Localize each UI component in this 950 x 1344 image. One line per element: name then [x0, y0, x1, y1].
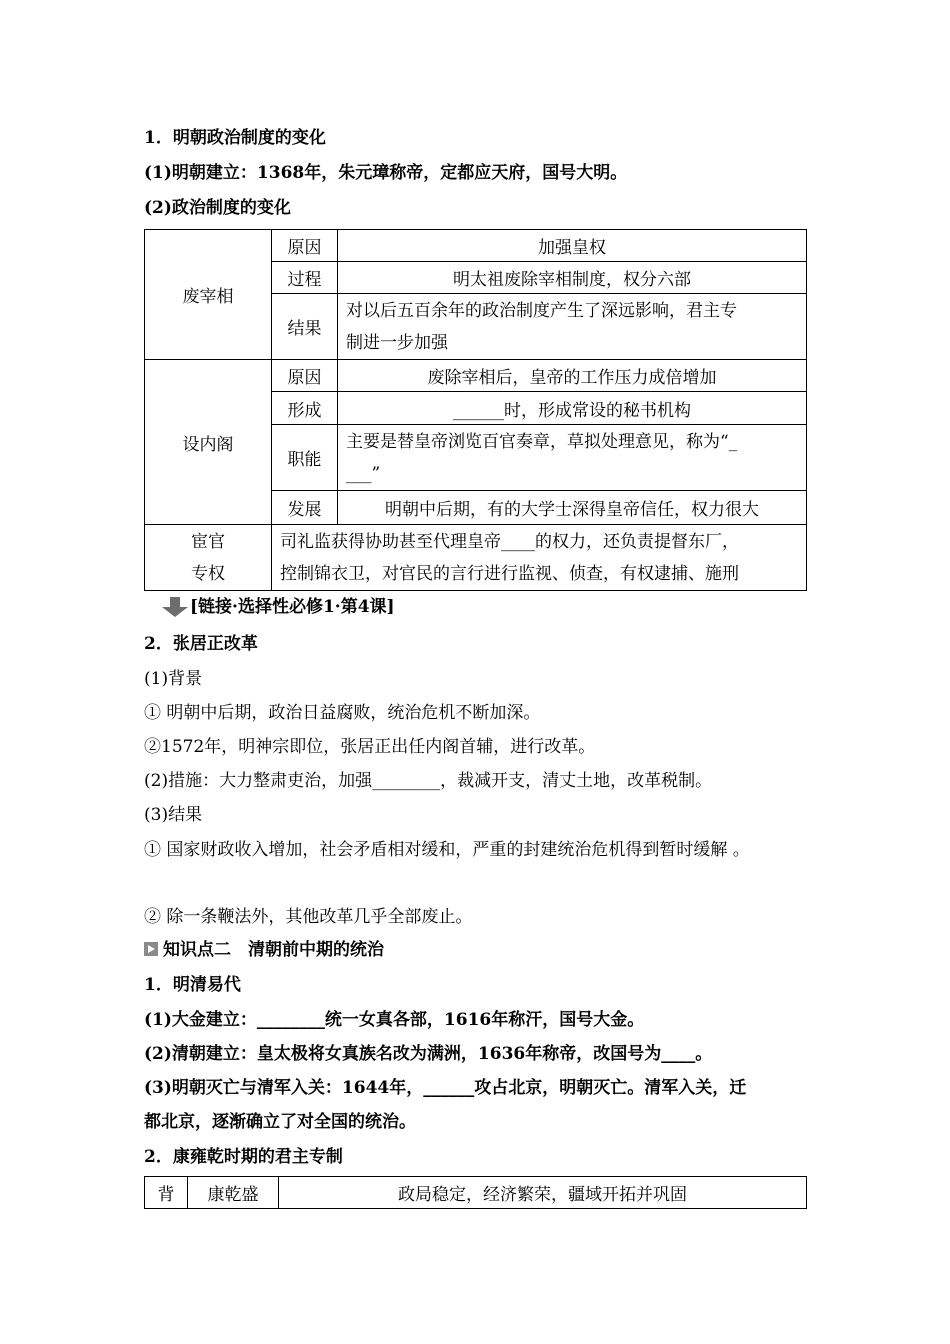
cell-text: 加强皇权 — [338, 230, 807, 262]
knowledge-point-2-title: 知识点二 清朝前中期的统治 — [144, 938, 384, 962]
result-item-1: ① 国家财政收入增加，社会矛盾相对缓和，严重的封建统治危机得到暂时缓解 。 — [144, 840, 750, 860]
row-group-eunuch-power: 宦官 专权 — [145, 525, 272, 591]
cell-label: 原因 — [272, 360, 338, 392]
play-marker-icon — [144, 942, 158, 956]
cell-text: 明太祖废除宰相制度，权分六部 — [338, 262, 807, 294]
ming-fall-text-1: (3)明朝灭亡与清军入关：1644年，______攻占北京，明朝灭亡。清军入关，迁 — [144, 1078, 747, 1098]
cell-label: 结果 — [272, 294, 338, 360]
row-group-grand-secretariat: 设内阁 — [145, 360, 272, 525]
measures-text: (2)措施：大力整肃吏治，加强________，裁减开支，清丈土地，改革税制。 — [144, 771, 713, 791]
cell-text: 主要是替皇帝浏览百官奏章，草拟处理意见，称为“_ ___” — [338, 425, 807, 491]
cell-label: 康乾盛 — [188, 1177, 279, 1209]
cell-label: 形成 — [272, 392, 338, 425]
cell-label: 职能 — [272, 425, 338, 491]
cell-text: 政局稳定，经济繁荣，疆域开拓并巩固 — [279, 1177, 807, 1209]
result-subheading: (3)结果 — [144, 805, 203, 825]
kangxi-era-heading: 2．康雍乾时期的君主专制 — [144, 1147, 343, 1167]
cell-label: 原因 — [272, 230, 338, 262]
ming-qing-heading: 1．明清易代 — [144, 975, 241, 995]
cell-label: 过程 — [272, 262, 338, 294]
cell-label: 背 — [145, 1177, 188, 1209]
kangxi-table — [144, 1176, 807, 1209]
cell-label: 发展 — [272, 491, 338, 525]
ming-politics-table — [144, 229, 807, 591]
down-arrow-icon — [162, 597, 188, 619]
section-heading-ming-politics: 1．明朝政治制度的变化 — [144, 128, 326, 148]
cell-text: ______时，形成常设的秘书机构 — [338, 392, 807, 425]
section-heading-zhang-reform: 2．张居正改革 — [144, 634, 258, 654]
jin-founding-text: (1)大金建立：________统一女真各部，1616年称汗，国号大金。 — [144, 1010, 645, 1030]
background-item-1: ① 明朝中后期，政治日益腐败，统治危机不断加深。 — [144, 703, 541, 723]
cell-text: 司礼监获得协助甚至代理皇帝____的权力，还负责提督东厂， 控制锦衣卫，对官民的言行进行监视、侦查，有权逮捕、施刑 — [272, 525, 807, 591]
qing-founding-text: (2)清朝建立：皇太极将女真族名改为满洲，1636年称帝，改国号为____。 — [144, 1044, 713, 1064]
row-group-abolish-chancellor: 废宰相 — [145, 230, 272, 360]
ming-founding-text: (1)明朝建立：1368年，朱元璋称帝，定都应天府，国号大明。 — [144, 163, 628, 183]
cell-text: 明朝中后期，有的大学士深得皇帝信任，权力很大 — [338, 491, 807, 525]
background-item-2: ②1572年，明神宗即位，张居正出任内阁首辅，进行改革。 — [144, 737, 596, 757]
cell-text: 废除宰相后，皇帝的工作压力成倍增加 — [338, 360, 807, 392]
result-item-2: ② 除一条鞭法外，其他改革几乎全部废止。 — [144, 907, 473, 927]
link-note: [链接·选择性必修1·第4课] — [162, 595, 395, 619]
ming-fall-text-2: 都北京，逐渐确立了对全国的统治。 — [144, 1112, 416, 1132]
background-subheading: (1)背景 — [144, 669, 203, 689]
politics-change-subheading: (2)政治制度的变化 — [144, 198, 291, 218]
cell-text: 对以后五百余年的政治制度产生了深远影响，君主专 制进一步加强 — [338, 294, 807, 360]
